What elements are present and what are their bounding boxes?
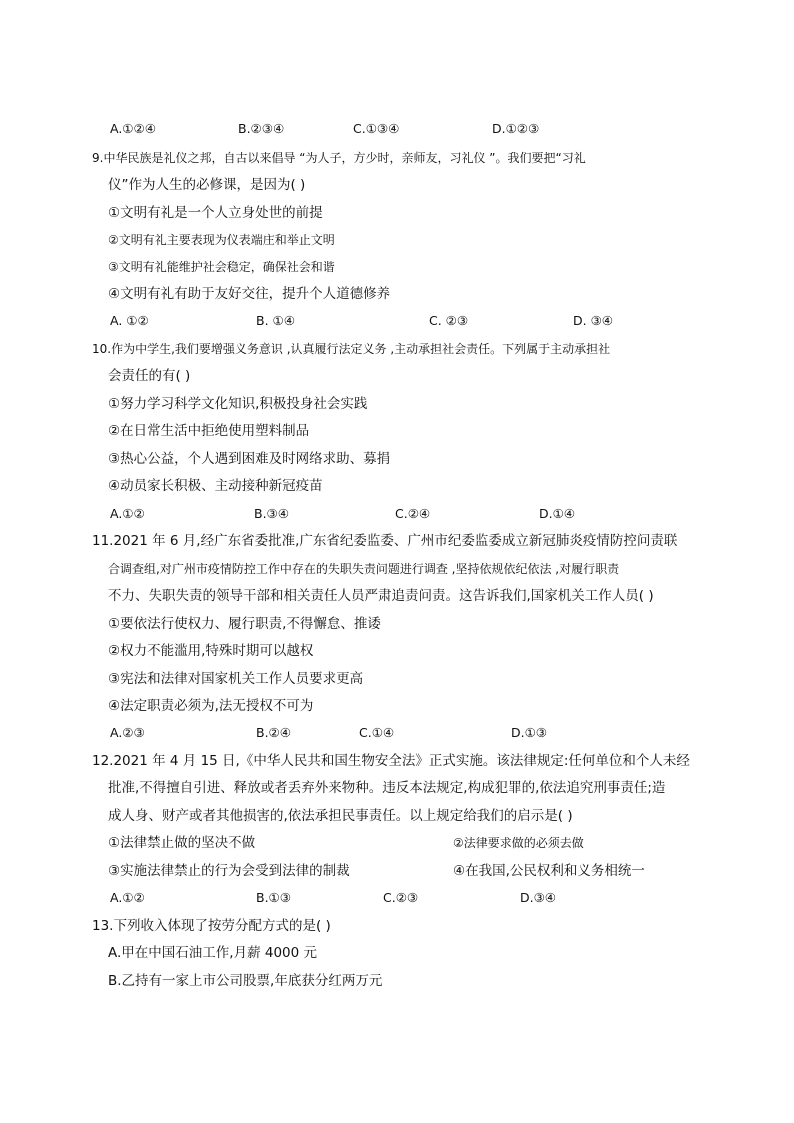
q10-stem-line-2: 会责任的有( ) bbox=[108, 368, 191, 384]
q9-option-c: C. ②③ bbox=[429, 313, 469, 328]
q12-option-b: B.①③ bbox=[256, 890, 291, 905]
q12-item-3: ③实施法律禁止的行为会受到法律的制裁 bbox=[108, 863, 350, 879]
q10-option-d: D.①④ bbox=[539, 506, 576, 521]
q11-stem-line-1: 11.2021 年 6 月,经广东省委批准,广东省纪委监委、广州市纪委监委成立新冠肺炎疫情防控问责联 bbox=[92, 533, 678, 549]
q11-stem-line-2: 合调查组,对广州市疫情防控工作中存在的失职失责问题进行调查 ,坚持依规依纪依法 ,对履行职责 bbox=[108, 562, 620, 576]
q12-option-a: A.①② bbox=[110, 890, 145, 905]
q11-item-2: ②权力不能滥用,特殊时期可以越权 bbox=[108, 643, 314, 659]
q13-option-a: A.甲在中国石油工作,月薪 4000 元 bbox=[108, 945, 318, 961]
q12-stem-line-1: 12.2021 年 4 月 15 日,《中华人民共和国生物安全法》正式实施。该法律规定:任何单位和个人未经 bbox=[92, 753, 690, 769]
q10-option-a: A.①② bbox=[110, 506, 145, 521]
q11-option-d: D.①③ bbox=[511, 725, 548, 740]
q12-option-c: C.②③ bbox=[383, 890, 419, 905]
q9-option-a: A. ①② bbox=[110, 313, 149, 328]
q10-item-3: ③热心公益，个人遇到困难及时网络求助、募捐 bbox=[108, 451, 391, 467]
q8-option-b: B.②③④ bbox=[238, 121, 285, 136]
q11-item-3: ③宪法和法律对国家机关工作人员要求更高 bbox=[108, 671, 364, 687]
q9-item-3: ③文明有礼能维护社会稳定，确保社会和谐 bbox=[108, 260, 335, 274]
q10-option-b: B.③④ bbox=[254, 506, 289, 521]
q10-item-1: ①努力学习科学文化知识,积极投身社会实践 bbox=[108, 396, 368, 412]
q11-stem-line-3: 不力、失职失责的领导干部和相关责任人员严肃追责问责。这告诉我们,国家机关工作人员( ) bbox=[108, 588, 654, 604]
q12-item-4: ④在我国,公民权利和义务相统一 bbox=[453, 863, 645, 879]
q12-option-d: D.③④ bbox=[520, 890, 557, 905]
q9-option-b: B. ①④ bbox=[256, 313, 295, 328]
q12-item-2: ②法律要求做的必须去做 bbox=[453, 836, 584, 850]
q9-option-d: D. ③④ bbox=[573, 313, 613, 328]
q9-item-4: ④文明有礼有助于友好交往，提升个人道德修养 bbox=[108, 286, 391, 302]
q10-option-c: C.②④ bbox=[395, 506, 431, 521]
q10-stem-line-1: 10.作为中学生,我们要增强义务意识 ,认真履行法定义务 ,主动承担社会责任。下列属于主动承担社 bbox=[92, 342, 611, 356]
q10-item-4: ④动员家长积极、主动接种新冠疫苗 bbox=[108, 478, 323, 494]
q13-stem: 13.下列收入体现了按劳分配方式的是( ) bbox=[92, 918, 331, 934]
q9-item-2: ②文明有礼主要表现为仪表端庄和举止文明 bbox=[108, 233, 335, 247]
q11-option-b: B.②④ bbox=[256, 725, 291, 740]
q12-stem-line-2: 批准,不得擅自引进、释放或者丢弃外来物种。违反本法规定,构成犯罪的,依法追究刑事责任;造 bbox=[108, 780, 666, 796]
q11-item-1: ①要依法行使权力、履行职责,不得懈怠、推诿 bbox=[108, 616, 381, 632]
q8-option-c: C.①③④ bbox=[353, 121, 400, 136]
q13-option-b: B.乙持有一家上市公司股票,年底获分红两万元 bbox=[108, 973, 383, 989]
q10-item-2: ②在日常生活中拒绝使用塑料制品 bbox=[108, 423, 310, 439]
q11-option-c: C.①④ bbox=[359, 725, 395, 740]
q11-item-4: ④法定职责必须为,法无授权不可为 bbox=[108, 698, 314, 714]
q11-option-a: A.②③ bbox=[110, 725, 145, 740]
q8-option-d: D.①②③ bbox=[492, 121, 540, 136]
q12-item-1: ①法律禁止做的坚决不做 bbox=[108, 835, 256, 851]
q9-item-1: ①文明有礼是一个人立身处世的前提 bbox=[108, 205, 323, 221]
q12-stem-line-3: 成人身、财产或者其他损害的,依法承担民事责任。以上规定给我们的启示是( ) bbox=[108, 808, 573, 824]
q9-stem-line-1: 9.中华民族是礼仪之邦，自古以来倡导 “为人子，方少时，亲师友，习礼仪 ”。我们要把“习礼 bbox=[92, 151, 586, 165]
q9-stem-line-2: 仪”作为人生的必修课，是因为( ) bbox=[108, 177, 306, 193]
q8-option-a: A.①②④ bbox=[110, 121, 156, 136]
